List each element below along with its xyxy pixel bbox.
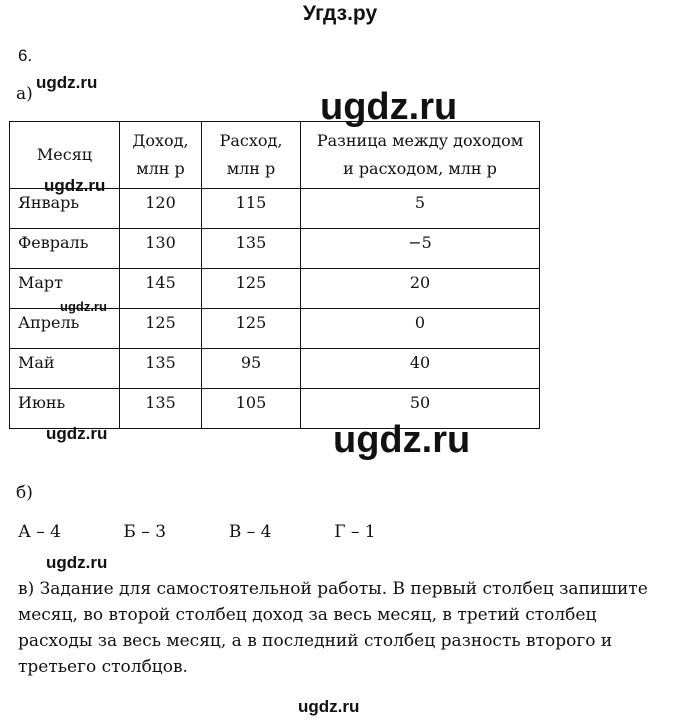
header-income-line2: млн р [136,159,185,178]
header-difference-line2: и расходом, млн р [343,159,497,178]
answer-item: Б – 3 [123,522,167,542]
cell-month: Январь [10,189,120,229]
cell-month: Март [10,269,120,309]
cell-expense: 95 [202,349,301,389]
cell-difference: 5 [301,189,540,229]
part-c-text: в) Задание для самостоятельной работы. В первый столбец запишите месяц, во второй столбец доход за весь месяц, в третий столбец расходы за весь месяц, а в последний столбец разность второго и третьего столбцов. [18,579,648,677]
cell-income: 125 [120,309,202,349]
header-difference [301,122,540,189]
site-title: Угдз.ру [302,2,378,25]
watermark: ugdz.ru [46,424,108,443]
answer-item: Г – 1 [334,522,376,542]
cell-difference: 0 [301,309,540,349]
watermark: ugdz.ru [44,176,106,195]
cell-income: 120 [120,189,202,229]
answer-item: А – 4 [18,522,61,542]
header-difference-line1: Разница между доходом [316,131,524,150]
cell-difference: 40 [301,349,540,389]
table-row [10,309,540,349]
watermark: ugdz.ru [333,419,471,461]
watermark: ugdz.ru [320,86,458,128]
cell-income: 135 [120,389,202,429]
cell-expense: 125 [202,309,301,349]
cell-expense: 105 [202,389,301,429]
cell-income: 130 [120,229,202,269]
task-number: 6. [18,46,33,65]
cell-expense: 125 [202,269,301,309]
data-table [9,121,540,429]
watermark: ugdz.ru [46,553,108,572]
cell-difference: 50 [301,389,540,429]
watermark: ugdz.ru [298,697,360,716]
header-month: Месяц [10,122,120,189]
watermark: ugdz.ru [60,299,107,314]
header-expense-line1: Расход, [219,131,283,150]
part-a-label: а) [16,84,33,104]
cell-difference: −5 [301,229,540,269]
cell-income: 135 [120,349,202,389]
header-income-line1: Доход, [132,131,189,150]
header-income [120,122,202,189]
cell-income: 145 [120,269,202,309]
answers-row [18,522,434,542]
cell-expense: 135 [202,229,301,269]
part-b-label: б) [16,483,33,503]
header-expense-line2: млн р [226,159,276,178]
cell-month: Май [10,349,120,389]
table-row [10,229,540,269]
header-expense [202,122,301,189]
answer-item: В – 4 [228,522,272,542]
cell-difference: 20 [301,269,540,309]
watermark: ugdz.ru [36,73,98,92]
cell-month: Февраль [10,229,120,269]
cell-expense: 115 [202,189,301,229]
cell-month: Апрель [10,309,120,349]
table-row [10,349,540,389]
cell-month: Июнь [10,389,120,429]
